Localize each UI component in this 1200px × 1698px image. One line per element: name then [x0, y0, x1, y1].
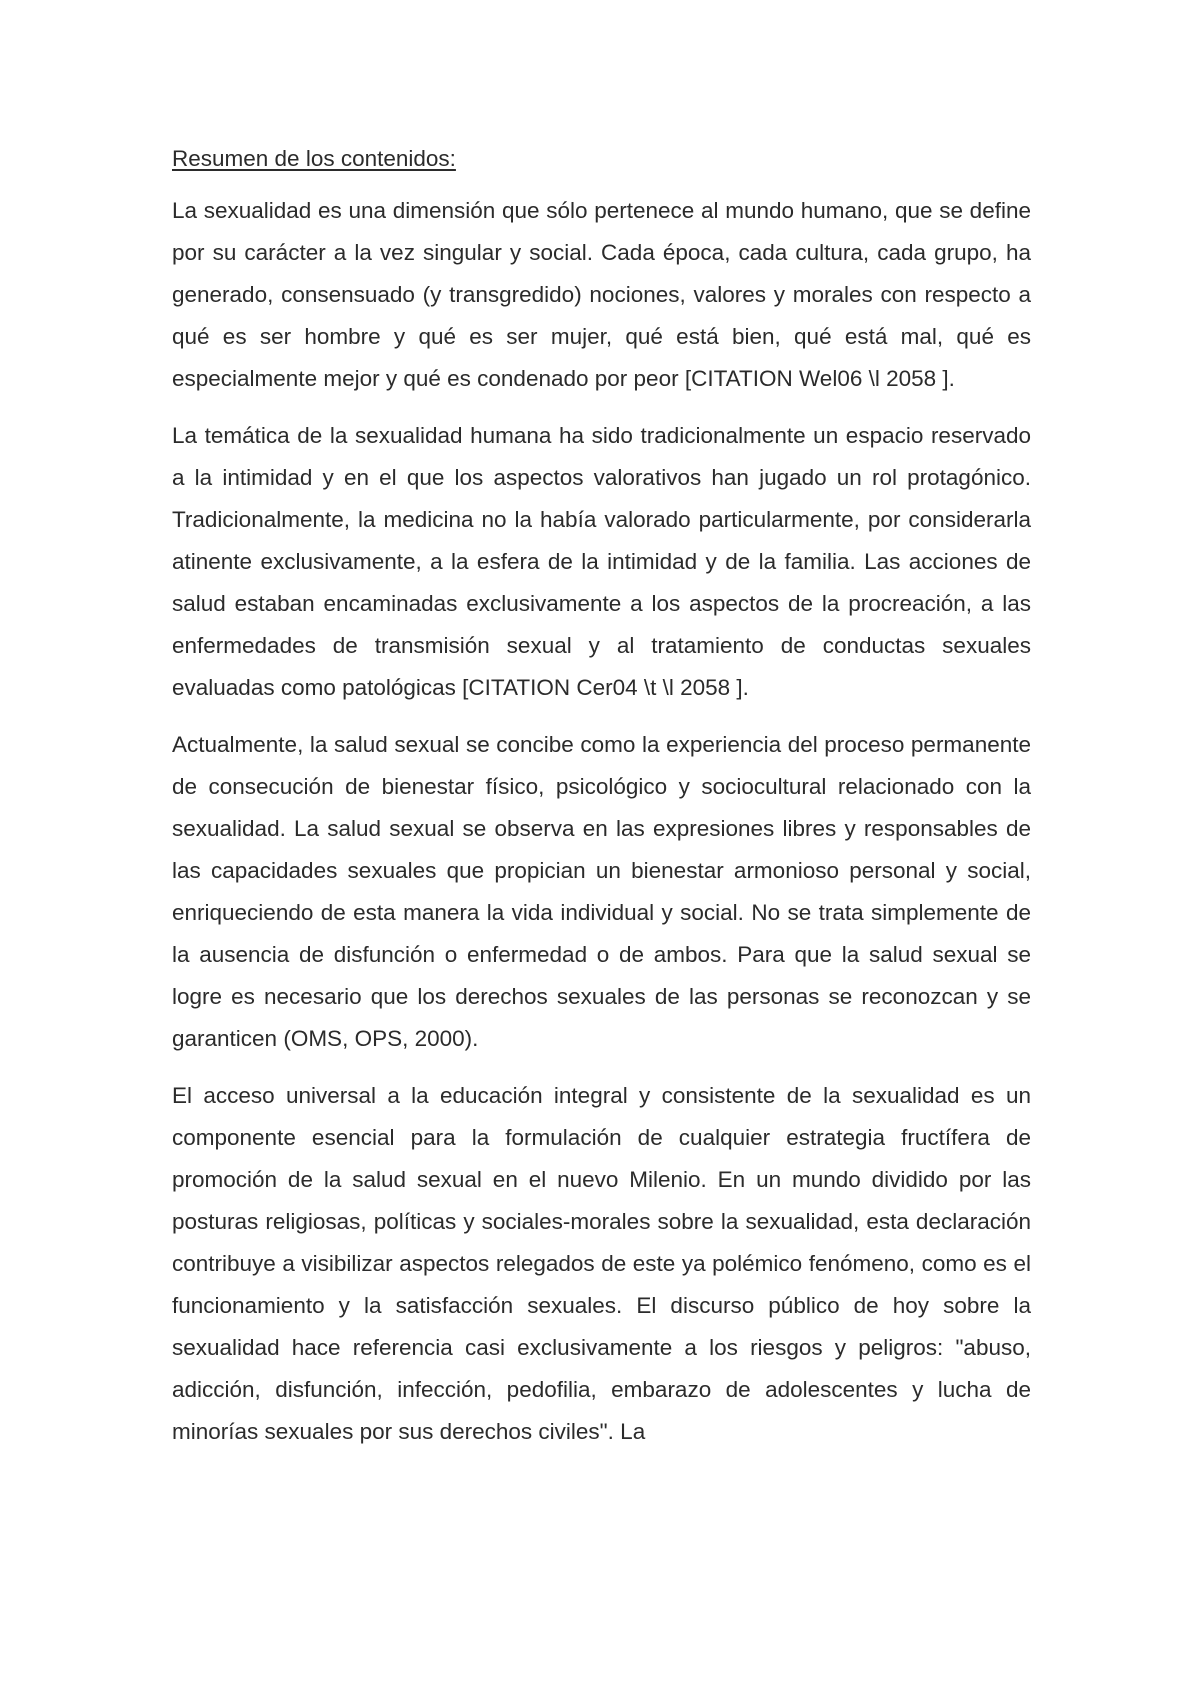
paragraph-4: El acceso universal a la educación integral y consistente de la sexualidad es un componente esencial para la formulación de cualquier estrategia fructífera de promoción de la salud sexual en el nuevo Milenio. En un mundo dividido por las posturas religiosas, políticas y sociales-morales sobre la sexualidad, esta declaración contribuye a visibilizar aspectos relegados de este ya polémico fenómeno, como es el funcionamiento y la satisfacción sexuales. El discurso público de hoy sobre la sexualidad hace referencia casi exclusivamente a los riesgos y peligros: "abuso, adicción, disfunción, infección, pedofilia, embarazo de adolescentes y lucha de minorías sexuales por sus derechos civiles". La	[172, 1083, 1031, 1444]
paragraph-2: La temática de la sexualidad humana ha sido tradicionalmente un espacio reservado a la intimidad y en el que los aspectos valorativos han jugado un rol protagónico. Tradicionalmente, la medicina no la había valorado particularmente, por considerarla atinente exclusivamente, a la esfera de la intimidad y de la familia. Las acciones de salud estaban encaminadas exclusivamente a los aspectos de la procreación, a las enfermedades de transmisión sexual y al tratamiento de conductas sexuales evaluadas como patológicas [CITATION Cer04 \t \l 2058 ].	[172, 423, 1031, 700]
section-heading: Resumen de los contenidos:	[172, 146, 456, 171]
document-body	[172, 142, 1031, 1468]
paragraph-1: La sexualidad es una dimensión que sólo pertenece al mundo humano, que se define por su carácter a la vez singular y social. Cada época, cada cultura, cada grupo, ha generado, consensuado (y transgredido) nociones, valores y morales con respecto a qué es ser hombre y qué es ser mujer, qué está bien, qué está mal, qué es especialmente mejor y qué es condenado por peor [CITATION Wel06 \l 2058 ].	[172, 198, 1031, 391]
paragraph-3: Actualmente, la salud sexual se concibe como la experiencia del proceso permanente de consecución de bienestar físico, psicológico y sociocultural relacionado con la sexualidad. La salud sexual se observa en las expresiones libres y responsables de las capacidades sexuales que propician un bienestar armonioso personal y social, enriqueciendo de esta manera la vida individual y social. No se trata simplemente de la ausencia de disfunción o enfermedad o de ambos. Para que la salud sexual se logre es necesario que los derechos sexuales de las personas se reconozcan y se garanticen (OMS, OPS, 2000).	[172, 732, 1031, 1051]
